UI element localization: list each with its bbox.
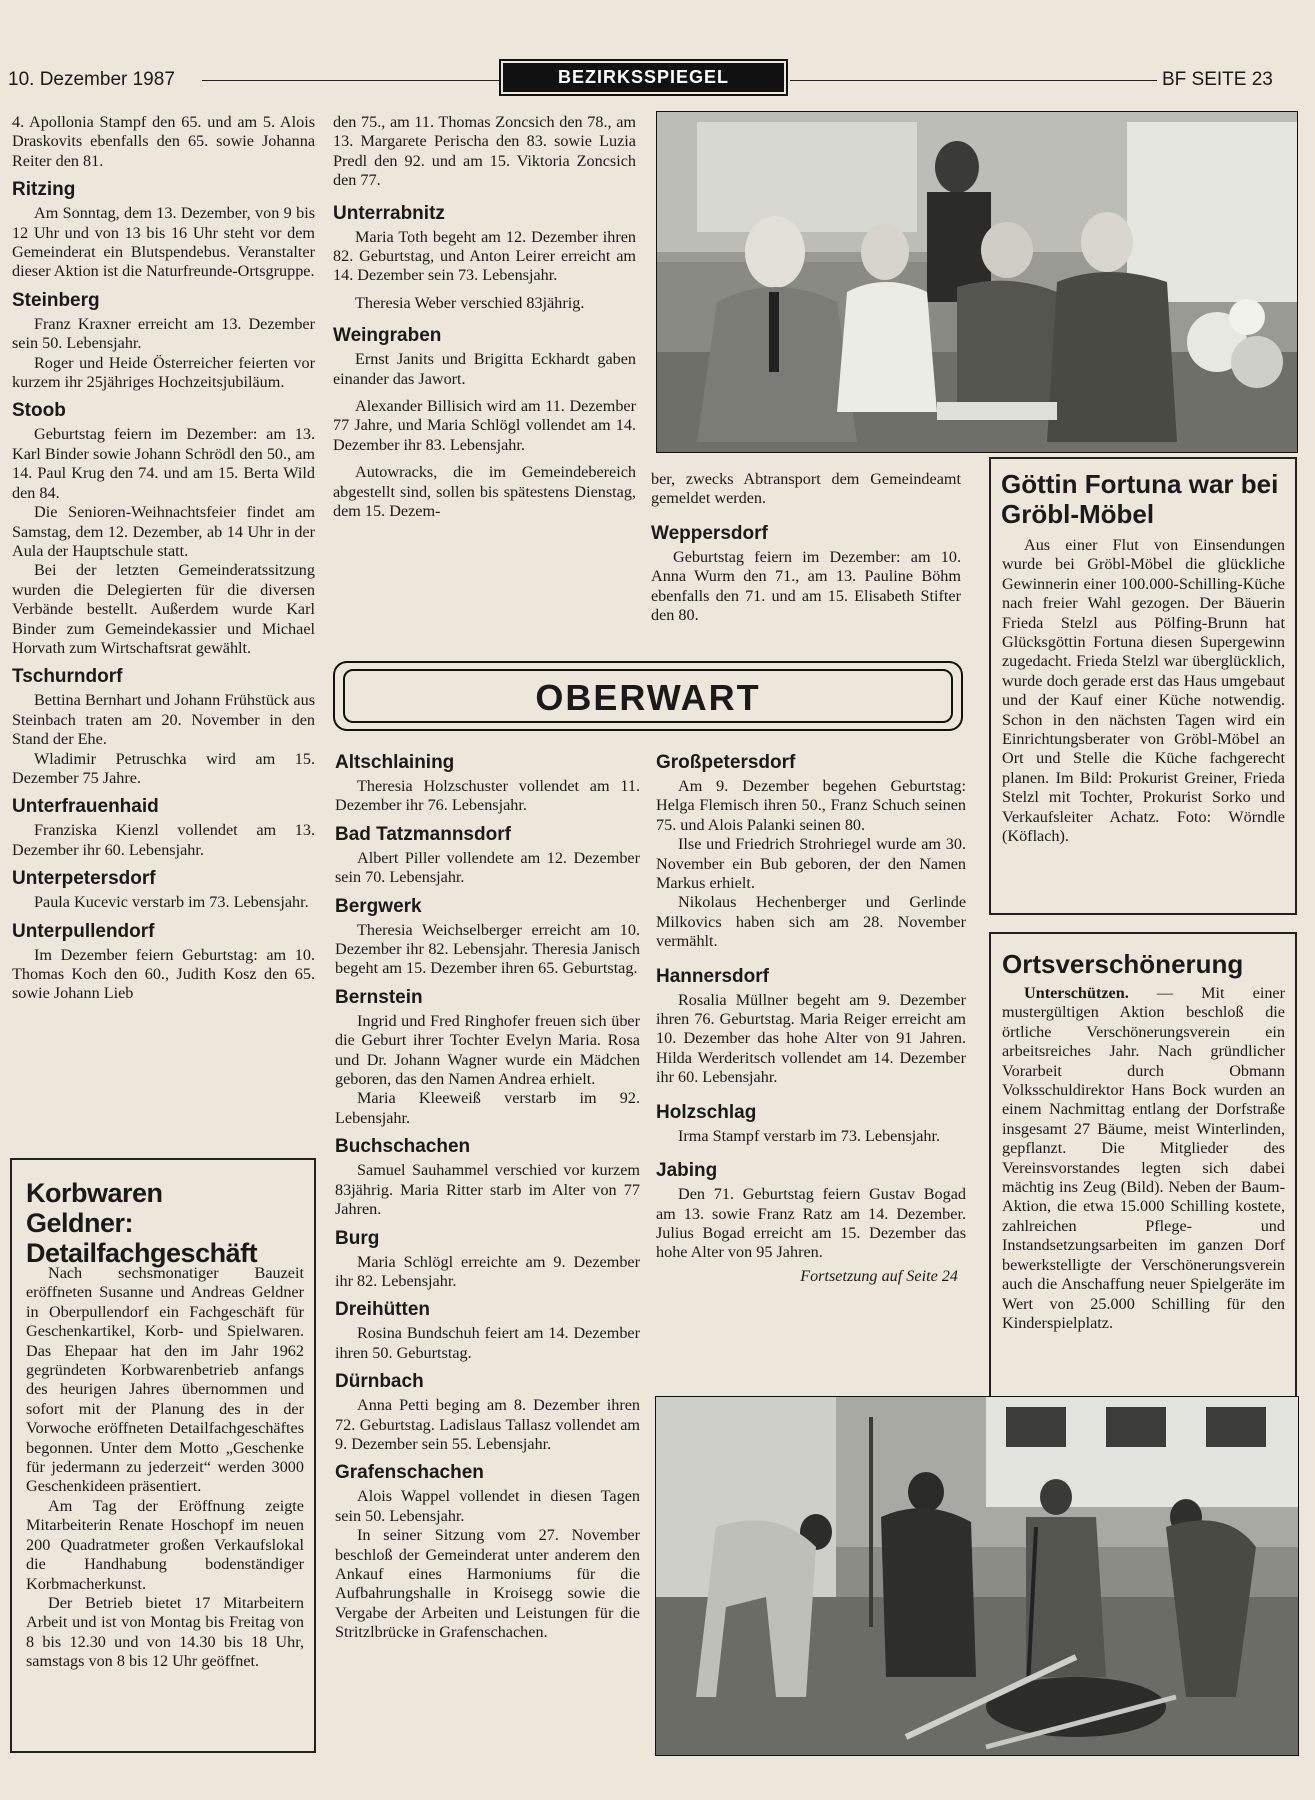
korbwaren-text-1: Nach sechsmonatiger Bauzeit eröffneten Susanne und Andreas Geldner in Oberpullendorf ein Fachgeschäft für Geschenkartikel, Korb- und Spielwaren. Das Ehepaar hat den im Jahr 1962 gegründeten Korbwarenbetrieb anfangs des heurigen Jahres übernommen und sofort mit der Planung des in der Vorwoche eröffneten Detailfachgeschäftes begonnen. Unter dem Motto „Geschenke für jedermann zu jederzeit“ werden 3000 Geschenkideen präsentiert. [26,1264,304,1496]
heading-duernbach: Dürnbach [335,1371,424,1393]
tree-planting-photo-image [656,1397,1298,1755]
header-rule-left [202,80,500,81]
heading-bergwerk: Bergwerk [335,895,422,917]
ortsverschoenerung-lead: Unterschützen. [1024,984,1129,1002]
ortsverschoenerung-title: Ortsverschönerung [1002,949,1244,979]
grafenschachen-text-2: In seiner Sitzung vom 27. November beschloß der Gemeinderat unter anderem den Ankauf eines Harmoniums für die Aufbahrungshalle in Kroisegg sowie die Vergabe der Arbeiten und Leistungen für die Stritzlbrücke in Grafenschachen. [335,1526,640,1642]
column-3 [651,470,961,625]
header-rule-right [790,80,1157,81]
ritzing-text: Am Sonntag, dem 13. Dezember, von 9 bis 12 Uhr und von 13 bis 16 Uhr steht vor dem Gemeinderat ein Blutspendebus. Veranstalter dieser Aktion ist die Naturfreunde-Ortsgruppe. [12,204,315,281]
holzschlag-text: Irma Stampf verstarb im 73. Lebensjahr. [678,1126,941,1145]
col1-intro: 4. Apollonia Stampf den 65. und am 5. Alois Draskovits ebenfalls den 65. sowie Johanna Reiter den 81. [12,113,315,170]
grosspetersdorf-text-2: Ilse und Friedrich Strohriegel wurde am 30. November ein Bub geboren, der den Namen Markus erhielt. [656,835,966,893]
page-number: BF SEITE 23 [1162,69,1273,90]
heading-grafenschachen: Grafenschachen [335,1462,484,1484]
bergwerk-text: Theresia Weichselberger erreicht am 10. Dezember ihr 82. Lebensjahr. Theresia Janisch begeht am 15. Dezember ihren 65. Geburtstag. [335,920,640,978]
heading-unterfrauenhaid: Unterfrauenhaid [12,796,159,818]
unterpetersdorf-text: Paula Kucevic verstarb im 73. Lebensjahr. [34,893,309,912]
ortsverschoenerung-text [1002,984,1285,1333]
heading-holzschlag: Holzschlag [656,1101,757,1123]
grosspetersdorf-text-1: Am 9. Dezember begehen Geburtstag: Helga Flemisch ihren 50., Franz Schuch seinen 75. und Alois Palanki seinen 80. [656,777,966,834]
ortsverschoenerung-box [989,932,1297,1404]
bernstein-text-2: Maria Kleeweiß verstarb im 92. Lebensjahr. [335,1089,640,1127]
heading-hannersdorf: Hannersdorf [656,965,769,987]
bernstein-text-1: Ingrid und Fred Ringhofer freuen sich über die Geburt ihrer Tochter Evelyn Maria. Rosa und Dr. Johann Wagner wurde ein Mädchen geboren, das den Namen Andrea erhielt. [335,1011,640,1089]
section-label: BEZIRKSSPIEGEL [503,63,784,92]
buchschachen-text: Samuel Sauhammel verschied vor kurzem 83jährig. Maria Ritter starb im Alter von 77 Jahren. [335,1161,640,1219]
bad-tatzmannsdorf-text: Albert Piller vollendete am 12. Dezember sein 70. Lebensjahr. [335,848,640,887]
heading-unterpetersdorf: Unterpetersdorf [12,868,156,890]
heading-altschlaining: Altschlaining [335,752,455,773]
weingraben-text-2: Alexander Billisich wird am 11. Dezember 77 Jahre, und Maria Schlögl vollendet am 14. Dezember ihr 83. Lebensjahr. [333,397,636,454]
fortuna-text: Aus einer Flut von Einsendungen wurde bei Gröbl-Möbel die glückliche Gewinnerin einer 100.000-Schilling-Küche nach freier Wahl gezogen. Der Bäuerin Frieda Stelzl aus Pölfing-Brunn hat Glücksgöttin Fortuna diesen Supergewinn zugedacht. Frieda Stelzl war überglücklich, wurde doch gerade erst das Haus umgebaut und der Kauf einer Küche notwendig. Schon in den nächsten Tagen wird ein Einrichtungsberater von Gröbl-Möbel an Ort und Stelle die Küche fachgerecht planen. Im Bild: Prokurist Greiner, Frieda Stelzl mit Tochter, Prokurist Sorko und Verkaufsleiter Achatz. Foto: Wörndle (Köflach). [1002,536,1285,846]
hannersdorf-text: Rosalia Müllner begeht am 9. Dezember ihren 76. Geburtstag. Maria Reiger erreicht am 10. Dezember das hohe Alter von 91 Jahren. Hilda Werderitsch vollendet am 14. Dezember ihr 60. Lebensjahr. [656,990,966,1087]
tschurndorf-text-1: Bettina Bernhart und Johann Frühstück aus Steinbach traten am 20. November in den Stand der Ehe. [12,691,315,749]
burg-text: Maria Schlögl erreichte am 9. Dezember ihr 82. Lebensjahr. [335,1252,640,1290]
jabing-text: Den 71. Geburtstag feiern Gustav Bogad am 13. sowie Franz Ratz am 14. Dezember. Julius Bogad erreicht am 15. Dezember das hohe Alter von 95 Jahren. [656,1185,966,1262]
weingraben-text-3: Autowracks, die im Gemeindebereich abgestellt sind, sollen bis spätestens Dienstag, dem 15. Dezem- [333,463,636,521]
unterfrauenhaid-text: Franziska Kienzl vollendet am 13. Dezember ihr 60. Lebensjahr. [12,821,315,859]
korbwaren-text-3: Der Betrieb bietet 17 Mitarbeitern Arbeit und ist von Montag bis Freitag von 8 bis 12.30 und von 14.30 bis 18 Uhr, samstags von 8 bis 12 Uhr geöffnet. [26,1593,304,1671]
column-2 [333,113,636,522]
weingraben-text-1: Ernst Janits und Brigitta Eckhardt gaben einander das Jawort. [333,350,636,388]
stoob-text-1: Geburtstag feiern im Dezember: am 13. Karl Binder sowie Johann Schrödl den 50., am 14. Paul Krug den 74. und am 15. Berta Wild den 84. [12,425,315,502]
heading-unterrabnitz: Unterrabnitz [333,202,445,224]
col3-cont: ber, zwecks Abtransport dem Gemeindeamt gemeldet werden. [651,470,961,508]
heading-buchschachen: Buchschachen [335,1136,471,1158]
heading-tschurndorf: Tschurndorf [12,666,123,688]
heading-steinberg: Steinberg [12,289,100,311]
heading-weppersdorf: Weppersdorf [651,522,768,544]
grafenschachen-text-1: Alois Wappel vollendet in diesen Tagen sein 50. Lebensjahr. [335,1487,640,1525]
stoob-text-3: Bei der letzten Gemeinderatssitzung wurden die Delegierten für die diversen Verbände bestellt. Außerdem wurde Karl Binder zum Gemeindekassier und Michael Horvath zum Wirtschaftsrat gewählt. [12,561,315,657]
heading-weingraben: Weingraben [333,325,442,347]
heading-grosspetersdorf: Großpetersdorf [656,752,796,773]
oberwart-column-right [656,752,966,1286]
oberwart-column-left [335,752,640,1643]
heading-burg: Burg [335,1227,380,1249]
korbwaren-body [26,1264,304,1672]
korbwaren-box [10,1158,316,1753]
korbwaren-text-2: Am Tag der Eröffnung zeigte Mitarbeiterin Renate Hoschopf im neuen 200 Quadratmeter großen Verkaufslokal die Handhabung bodenständiger Korbmacherkunst. [26,1496,304,1593]
tschurndorf-text-2: Wladimir Petruschka wird am 15. Dezember 75 Jahre. [12,749,315,787]
heading-bad-tatzmannsdorf: Bad Tatzmannsdorf [335,823,511,845]
steinberg-text-1: Franz Kraxner erreicht am 13. Dezember sein 50. Lebensjahr. [12,314,315,353]
fortuna-box [989,457,1297,915]
grosspetersdorf-text-3: Nikolaus Hechenberger und Gerlinde Milkovics haben sich am 28. November vermählt. [656,893,966,951]
steinberg-text-2: Roger und Heide Österreicher feierten vor kurzem ihr 25jähriges Hochzeitsjubiläum. [12,353,315,392]
award-photo-image [657,112,1297,452]
heading-dreihuetten: Dreihütten [335,1299,430,1321]
award-photo [656,111,1298,453]
oberwart-title: OBERWART [343,669,953,723]
fortuna-title: Göttin Fortuna war bei Gröbl-Möbel [1001,469,1279,529]
heading-unterpullendorf: Unterpullendorf [12,920,155,942]
weppersdorf-text: Geburtstag feiern im Dezember: am 10. Anna Wurm den 71., am 13. Pauline Böhm ebenfalls den 71. und am 15. Elisabeth Stifter den 80. [651,547,961,625]
ortsverschoenerung-body [1002,984,1285,1333]
korbwaren-title: Korbwaren Geldner: Detailfachgeschäft [26,1178,258,1268]
heading-ritzing: Ritzing [12,179,76,201]
dreihuetten-text: Rosina Bundschuh feiert am 14. Dezember ihren 50. Geburtstag. [335,1324,640,1362]
oberwart-banner [333,661,963,731]
ortsverschoenerung-rest: — Mit einer mustergültigen Aktion beschloß die örtliche Verschönerungsverein ein arbeitsreiches Jahr. Nach gründlicher Vorarbeit durch Obmann Volksschuldirektor Hans Bock wurden an einem Nachmittag entlang der Dorfstraße insgesamt 27 Bäume, meist Winterlinden, gepflanzt. Die Mitglieder des Vereinsvorstandes legten sich dabei mächtig ins Zeug (Bild). Neben der Baum-Aktion, die etwa 15.000 Schilling kostete, zahlreichen Pflege- und Instandsetzungsarbeiten im ganzen Dorf bewerkstelligte der Verschönerungsverein auch die Anschaffung neuer Spielgeräte im Wert von 25.000 Schilling für den Kinderspielplatz. [1002,984,1285,1332]
fortuna-body [1002,536,1285,847]
heading-bernstein: Bernstein [335,986,423,1008]
stoob-text-2: Die Senioren-Weihnachtsfeier findet am Samstag, dem 12. Dezember, ab 14 Uhr in der Aula der Hauptschule statt. [12,503,315,560]
duernbach-text: Anna Petti beging am 8. Dezember ihren 72. Geburtstag. Ladislaus Tallasz vollendet am 9. Dezember sein 55. Lebensjahr. [335,1396,640,1453]
continuation-note[interactable]: Fortsetzung auf Seite 24 [800,1266,958,1285]
column-1 [12,113,315,1004]
unterrabnitz-text-1: Maria Toth begeht am 12. Dezember ihren 82. Geburtstag, und Anton Leirer erreicht am 14. Dezember sein 73. Lebensjahr. [333,227,636,285]
heading-jabing: Jabing [656,1160,718,1182]
altschlaining-text: Theresia Holzschuster vollendet am 11. Dezember ihr 76. Lebensjahr. [335,777,640,815]
col2-cont: den 75., am 11. Thomas Zoncsich den 78., am 13. Margarete Perischa den 83. sowie Luzia Predl den 92. und am 15. Viktoria Zoncsich den 77. [333,113,636,190]
tree-planting-photo [655,1396,1299,1756]
issue-date: 10. Dezember 1987 [8,69,175,90]
unterpullendorf-text: Im Dezember feiern Geburtstag: am 10. Thomas Koch den 60., Judith Kosz den 65. sowie Johann Lieb [12,945,315,1003]
unterrabnitz-text-2: Theresia Weber verschied 83jährig. [355,293,585,312]
heading-stoob: Stoob [12,400,66,422]
